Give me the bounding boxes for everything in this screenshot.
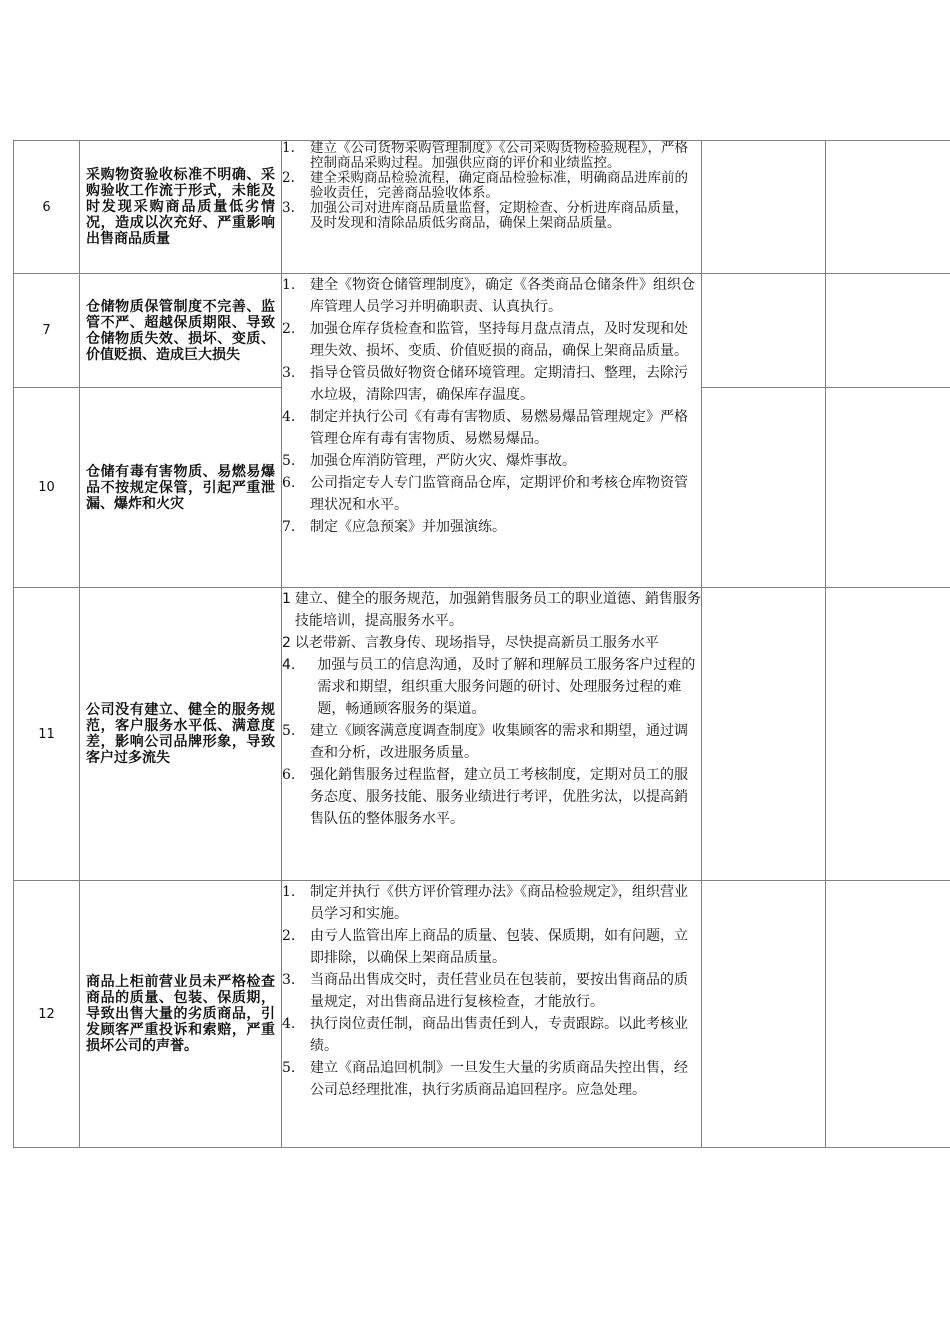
control-measures xyxy=(282,588,702,881)
risk-text: 仓储物质保管制度不完善、监管不严、超越保质期限、导致仓储物质失效、损坏、变质、价值贬损、造成巨大损失 xyxy=(86,298,275,363)
risk-text: 商品上柜前营业员未严格检查商品的质量、包装、保质期，导致出售大量的劣质商品，引发顾客严重投诉和索赔，严重损坏公司的声誉。 xyxy=(86,974,275,1054)
control-measures xyxy=(282,141,702,274)
measure-item: 5. 建立《商品追回机制》一旦发生大量的劣质商品失控出售，经公司总经理批准，执行劣质商品追回程序。应急处理。 xyxy=(282,1060,688,1098)
empty-cell xyxy=(702,881,826,1148)
measure-item: 2. 建全采购商品检验流程，确定商品检验标准，明确商品进库前的验收责任，完善商品验收体系。 xyxy=(282,170,688,201)
measure-item: 4. 加强与员工的信息沟通，及时了解和理解员工服务客户过程的需求和期望，组织重大服务问题的研讨、处理服务过程的难题，畅通顾客服务的渠道。 xyxy=(282,657,696,717)
control-measures xyxy=(282,274,702,588)
measure-item: 1 建立、健全的服务规范，加强銷售服务员工的职业道德、銷售服务技能培训，提高服务水平。 xyxy=(282,591,701,629)
measure-item: 2. 加强仓库存货检查和监管，坚持每月盘点清点，及时发现和处理失效、损坏、变质、价值贬损的商品，确保上架商品质量。 xyxy=(282,321,688,359)
risk-description xyxy=(80,388,282,588)
empty-cell xyxy=(702,388,826,588)
table-row xyxy=(14,141,950,274)
empty-cell xyxy=(826,141,950,274)
risk-description xyxy=(80,881,282,1148)
control-measures xyxy=(282,881,702,1148)
empty-cell xyxy=(702,141,826,274)
measures-list xyxy=(282,881,701,1101)
empty-cell xyxy=(702,274,826,388)
empty-cell xyxy=(826,274,950,388)
risk-number: 12 xyxy=(14,881,80,1148)
risk-description xyxy=(80,274,282,388)
risk-number: 6 xyxy=(14,141,80,274)
measure-item: 5. 建立《顾客满意度调查制度》收集顾客的需求和期望，通过调查和分析，改进服务质量。 xyxy=(282,723,688,761)
risk-text: 公司没有建立、健全的服务规范，客户服务水平低、满意度差，影响公司品牌形象，导致客户过多流失 xyxy=(86,702,275,766)
measure-item: 6. 强化銷售服务过程监督，建立员工考核制度，定期对员工的服务态度、服务技能、服务业绩进行考评，优胜劣汰，以提高銷售队伍的整体服务水平。 xyxy=(282,767,688,827)
empty-cell xyxy=(702,588,826,881)
measure-item: 6. 公司指定专人专门监管商品仓库，定期评价和考核仓库物资管理状况和水平。 xyxy=(282,475,688,513)
measure-item: 3. 当商品出售成交时，责任营业员在包装前，要按出售商品的质量规定，对出售商品进行复核检查，才能放行。 xyxy=(282,972,688,1010)
measure-item: 4. 执行岗位责任制，商品出售责任到人，专责跟踪。以此考核业绩。 xyxy=(282,1016,688,1054)
measures-list xyxy=(282,274,701,538)
measure-item: 1. 制定并执行《供方评价管理办法》《商品检验规定》，组织营业员学习和实施。 xyxy=(282,884,688,922)
measure-item: 4. 制定并执行公司《有毒有害物质、易燃易爆品管理规定》严格管理仓库有毒有害物质、易燃易爆品。 xyxy=(282,409,688,447)
empty-cell xyxy=(826,588,950,881)
measure-item: 3. 指导仓管员做好物资仓储环境管理。定期清扫、整理，去除污水垃圾，清除四害，确保库存温度。 xyxy=(282,365,688,403)
measures-list xyxy=(282,141,701,231)
measures-list xyxy=(282,588,701,830)
empty-cell xyxy=(826,881,950,1148)
risk-description xyxy=(80,141,282,274)
risk-text: 采购物资验收标准不明确、采购验收工作流于形式，未能及时发现采购商品质量低劣情况，造成以次充好、严重影响出售商品质量 xyxy=(86,167,275,247)
empty-cell xyxy=(826,388,950,588)
measure-item: 7. 制定《应急预案》并加强演练。 xyxy=(282,519,506,535)
risk-control-table xyxy=(13,140,950,1148)
table-row xyxy=(14,588,950,881)
measure-item: 1. 建立《公司货物采购管理制度》《公司采购货物检验规程》，严格控制商品采购过程。加强供应商的评价和业绩监控。 xyxy=(282,140,688,171)
risk-number: 7 xyxy=(14,274,80,388)
measure-item: 1. 建全《物资仓储管理制度》，确定《各类商品仓储条件》组织仓库管理人员学习并明确职责、认真执行。 xyxy=(282,277,695,315)
measure-item: 5. 加强仓库消防管理，严防火灾、爆炸事故。 xyxy=(282,453,576,469)
table-row xyxy=(14,274,950,388)
risk-text: 仓储有毒有害物质、易燃易爆品不按规定保管，引起严重泄漏、爆炸和火灾 xyxy=(86,463,275,512)
table-row xyxy=(14,881,950,1148)
measure-item: 3. 加强公司对进库商品质量监督，定期检查、分析进库商品质量，及时发现和清除品质低劣商品，确保上架商品质量。 xyxy=(282,200,688,231)
measure-item: 2. 由亏人监管出库上商品的质量、包装、保质期，如有问题，立即排除，以确保上架商品质量。 xyxy=(282,928,688,966)
risk-number: 10 xyxy=(14,388,80,588)
risk-number: 11 xyxy=(14,588,80,881)
measure-item: 2 以老带新、言教身传、现场指导，尽快提高新员工服务水平 xyxy=(282,635,659,651)
risk-description xyxy=(80,588,282,881)
